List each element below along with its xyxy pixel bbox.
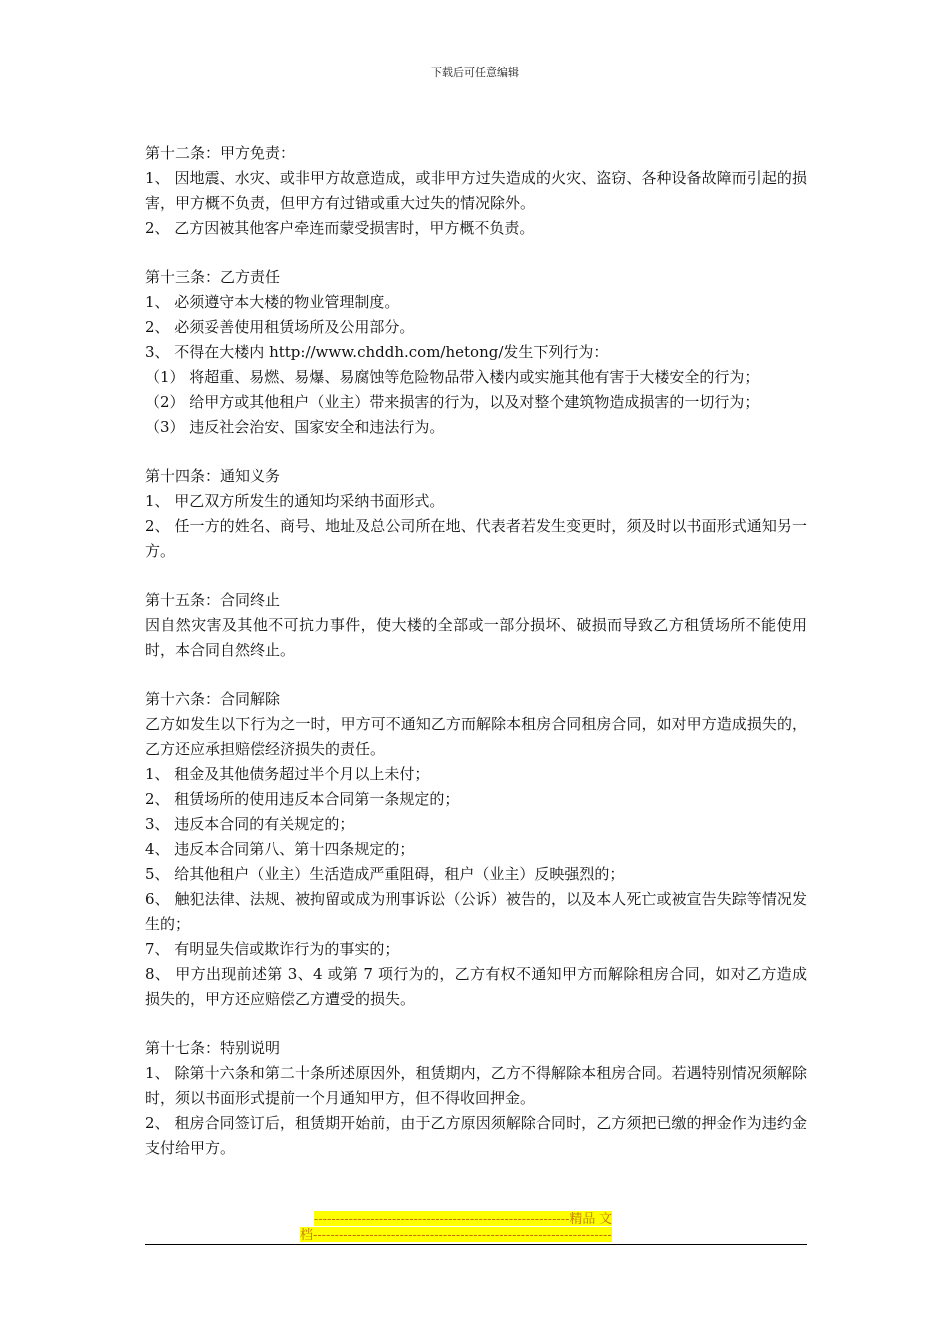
paragraph: 1、 甲乙双方所发生的通知均采纳书面形式。: [145, 492, 445, 510]
section-article-17: [145, 1036, 807, 1161]
section-title: 第十四条：通知义务: [145, 467, 281, 485]
section-article-14: [145, 464, 807, 564]
section-title: 第十六条：合同解除: [145, 690, 281, 708]
paragraph: （2） 给甲方或其他租户（业主）带来损害的行为，以及对整个建筑物造成损害的一切行为；: [145, 393, 760, 411]
paragraph: （3） 违反社会治安、国家安全和违法行为。: [145, 418, 445, 436]
paragraph: 2、 任一方的姓名、商号、地址及总公司所在地、代表者若发生变更时，须及时以书面形式通知另一方。: [145, 517, 807, 560]
footer-divider: [145, 1244, 807, 1245]
section-article-13: [145, 265, 807, 440]
paragraph: 1、 必须遵守本大楼的物业管理制度。: [145, 293, 400, 311]
paragraph: 3、 违反本合同的有关规定的；: [145, 815, 355, 833]
paragraph: 2、 租赁场所的使用违反本合同第一条规定的；: [145, 790, 460, 808]
section-article-15: [145, 588, 807, 663]
footer-banner: [300, 1211, 650, 1243]
paragraph: 5、 给其他租户（业主）生活造成严重阻碍，租户（业主）反映强烈的；: [145, 865, 625, 883]
paragraph: 7、 有明显失信或欺诈行为的事实的；: [145, 940, 400, 958]
section-title: 第十七条：特别说明: [145, 1039, 281, 1057]
paragraph: 因自然灾害及其他不可抗力事件，使大楼的全部或一部分损坏、破损而导致乙方租赁场所不能使用时，本合同自然终止。: [145, 616, 807, 659]
paragraph: 8、 甲方出现前述第 3、4 或第 7 项行为的，乙方有权不通知甲方而解除租房合同，如对乙方造成损失的，甲方还应赔偿乙方遭受的损失。: [145, 965, 807, 1008]
section-article-12: [145, 141, 807, 241]
paragraph: 1、 租金及其他债务超过半个月以上未付；: [145, 765, 430, 783]
page-header: 下载后可任意编辑: [431, 66, 519, 79]
paragraph: 2、 乙方因被其他客户牵连而蒙受损害时，甲方概不负责。: [145, 219, 535, 237]
footer-banner-line: 档---------------------------------------------------------------------: [300, 1227, 612, 1242]
footer-banner-line: -----------------------------------------------------------精品 文: [314, 1211, 613, 1226]
section-title: 第十二条：甲方免责：: [145, 144, 296, 162]
paragraph: （1） 将超重、易燃、易爆、易腐蚀等危险物品带入楼内或实施其他有害于大楼安全的行为；: [145, 368, 760, 386]
section-title: 第十五条：合同终止: [145, 591, 281, 609]
paragraph: 1、 除第十六条和第二十条所述原因外，租赁期内，乙方不得解除本租房合同。若遇特别情况须解除时，须以书面形式提前一个月通知甲方，但不得收回押金。: [145, 1064, 807, 1107]
section-article-16: [145, 687, 807, 1012]
paragraph: 2、 必须妥善使用租赁场所及公用部分。: [145, 318, 415, 336]
paragraph: 乙方如发生以下行为之一时，甲方可不通知乙方而解除本租房合同租房合同，如对甲方造成损失的，乙方还应承担赔偿经济损失的责任。: [145, 715, 807, 758]
section-title: 第十三条：乙方责任: [145, 268, 281, 286]
paragraph: 4、 违反本合同第八、第十四条规定的；: [145, 840, 415, 858]
paragraph: 1、 因地震、水灾、或非甲方故意造成，或非甲方过失造成的火灾、盗窃、各种设备故障而引起的损害，甲方概不负责，但甲方有过错或重大过失的情况除外。: [145, 169, 807, 212]
paragraph: 2、 租房合同签订后，租赁期开始前，由于乙方原因须解除合同时，乙方须把已缴的押金作为违约金支付给甲方。: [145, 1114, 807, 1157]
paragraph: 3、 不得在大楼内 http://www.chddh.com/hetong/发生下列行为：: [145, 343, 609, 361]
paragraph: 6、 触犯法律、法规、被拘留或成为刑事诉讼（公诉）被告的，以及本人死亡或被宣告失踪等情况发生的；: [145, 890, 807, 933]
document-body: [145, 141, 807, 1185]
